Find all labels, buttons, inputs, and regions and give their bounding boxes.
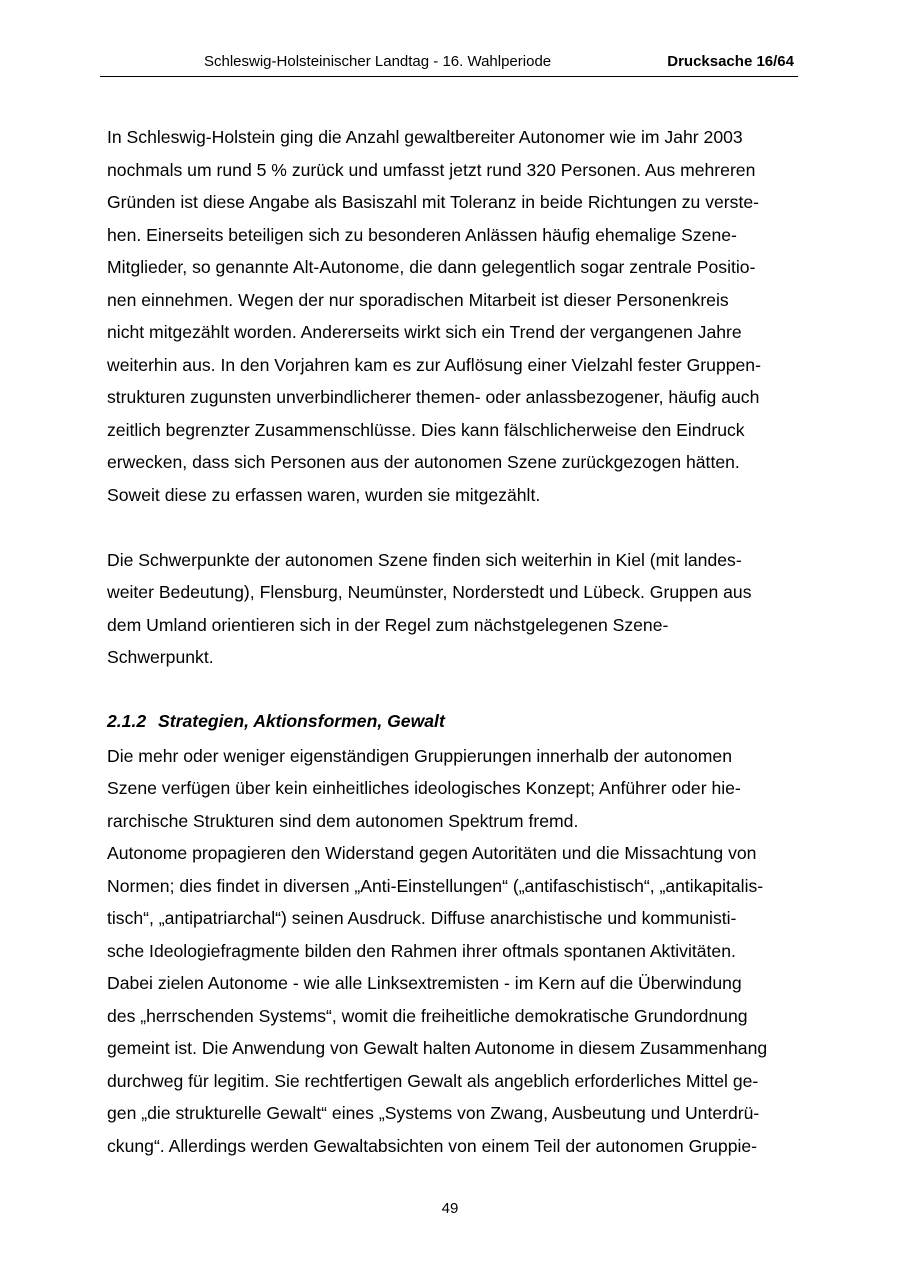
text-line: sche Ideologiefragmente bilden den Rahmen ihrer oftmals spontanen Aktivitäten. bbox=[107, 940, 736, 961]
text-line: tisch“, „antipatriarchal“) seinen Ausdruck. Diffuse anarchistische und kommunisti- bbox=[107, 908, 737, 928]
text-line: weiterhin aus. In den Vorjahren kam es zur Auflösung einer Vielzahl fester Gruppen- bbox=[107, 354, 761, 375]
text-line: gemeint ist. Die Anwendung von Gewalt halten Autonome in diesem Zusammenhang bbox=[107, 1038, 768, 1058]
text-line: weiter Bedeutung), Flensburg, Neumünster, Norderstedt und Lübeck. Gruppen aus bbox=[107, 582, 752, 602]
section-heading bbox=[107, 706, 797, 736]
text-line: In Schleswig-Holstein ging die Anzahl gewaltbereiter Autonomer wie im Jahr 2003 bbox=[107, 127, 743, 147]
header-title: Schleswig-Holsteinischer Landtag - 16. Wahlperiode bbox=[204, 53, 552, 70]
page-content bbox=[107, 121, 797, 1162]
page-number: 49 bbox=[441, 1200, 459, 1217]
paragraph-autonome-count bbox=[107, 121, 797, 511]
text-line: Die Schwerpunkte der autonomen Szene finden sich weiterhin in Kiel (mit landes- bbox=[107, 549, 742, 570]
text-line: Gründen ist diese Angabe als Basiszahl mit Toleranz in beide Richtungen zu verste- bbox=[107, 192, 759, 212]
text-line: durchweg für legitim. Sie rechtfertigen Gewalt als angeblich erforderliches Mittel ge- bbox=[107, 1070, 759, 1091]
text-line: Schwerpunkt. bbox=[107, 647, 214, 667]
text-line: nicht mitgezählt worden. Andererseits wirkt sich ein Trend der vergangenen Jahre bbox=[107, 322, 742, 342]
text-line: des „herrschenden Systems“, womit die freiheitliche demokratische Grundordnung bbox=[107, 1005, 748, 1026]
text-line: ckung“. Allerdings werden Gewaltabsichten von einem Teil der autonomen Gruppie- bbox=[107, 1135, 758, 1156]
paragraph-schwerpunkte bbox=[107, 544, 797, 674]
text-line: zeitlich begrenzter Zusammenschlüsse. Dies kann fälschlicherweise den Eindruck bbox=[107, 419, 745, 440]
text-line: erwecken, dass sich Personen aus der autonomen Szene zurückgezogen hätten. bbox=[107, 452, 740, 472]
text-line: Normen; dies findet in diversen „Anti-Einstellungen“ („antifaschistisch“, „antikapitalis- bbox=[107, 875, 764, 896]
paragraph-strategien bbox=[107, 740, 797, 1163]
text-line: dem Umland orientieren sich in der Regel zum nächstgelegenen Szene- bbox=[107, 614, 669, 635]
text-line: Dabei zielen Autonome - wie alle Linksextremisten - im Kern auf die Überwindung bbox=[107, 973, 742, 993]
section-title: Strategien, Aktionsformen, Gewalt bbox=[158, 710, 445, 731]
text-line: rarchische Strukturen sind dem autonomen Spektrum fremd. bbox=[107, 810, 579, 831]
text-line: Szene verfügen über kein einheitliches ideologisches Konzept; Anführer oder hie- bbox=[107, 778, 741, 798]
text-line: Soweit diese zu erfassen waren, wurden sie mitgezählt. bbox=[107, 484, 541, 505]
text-line: nochmals um rund 5 % zurück und umfasst jetzt rund 320 Personen. Aus mehreren bbox=[107, 159, 756, 180]
section-number: 2.1.2 bbox=[107, 710, 147, 731]
page-header bbox=[100, 52, 798, 77]
text-line: Die mehr oder weniger eigenständigen Gruppierungen innerhalb der autonomen bbox=[107, 745, 732, 766]
text-line: gen „die strukturelle Gewalt“ eines „Systems von Zwang, Ausbeutung und Unterdrü- bbox=[107, 1103, 760, 1123]
text-line: nen einnehmen. Wegen der nur sporadischen Mitarbeit ist dieser Personenkreis bbox=[107, 289, 729, 310]
text-line: Autonome propagieren den Widerstand gegen Autoritäten und die Missachtung von bbox=[107, 843, 757, 863]
text-line: hen. Einerseits beteiligen sich zu besonderen Anlässen häufig ehemalige Szene- bbox=[107, 224, 737, 245]
document-number: Drucksache 16/64 bbox=[667, 53, 794, 70]
text-line: strukturen zugunsten unverbindlicherer themen- oder anlassbezogener, häufig auch bbox=[107, 387, 760, 407]
text-line: Mitglieder, so genannte Alt-Autonome, die dann gelegentlich sogar zentrale Positio- bbox=[107, 257, 756, 277]
